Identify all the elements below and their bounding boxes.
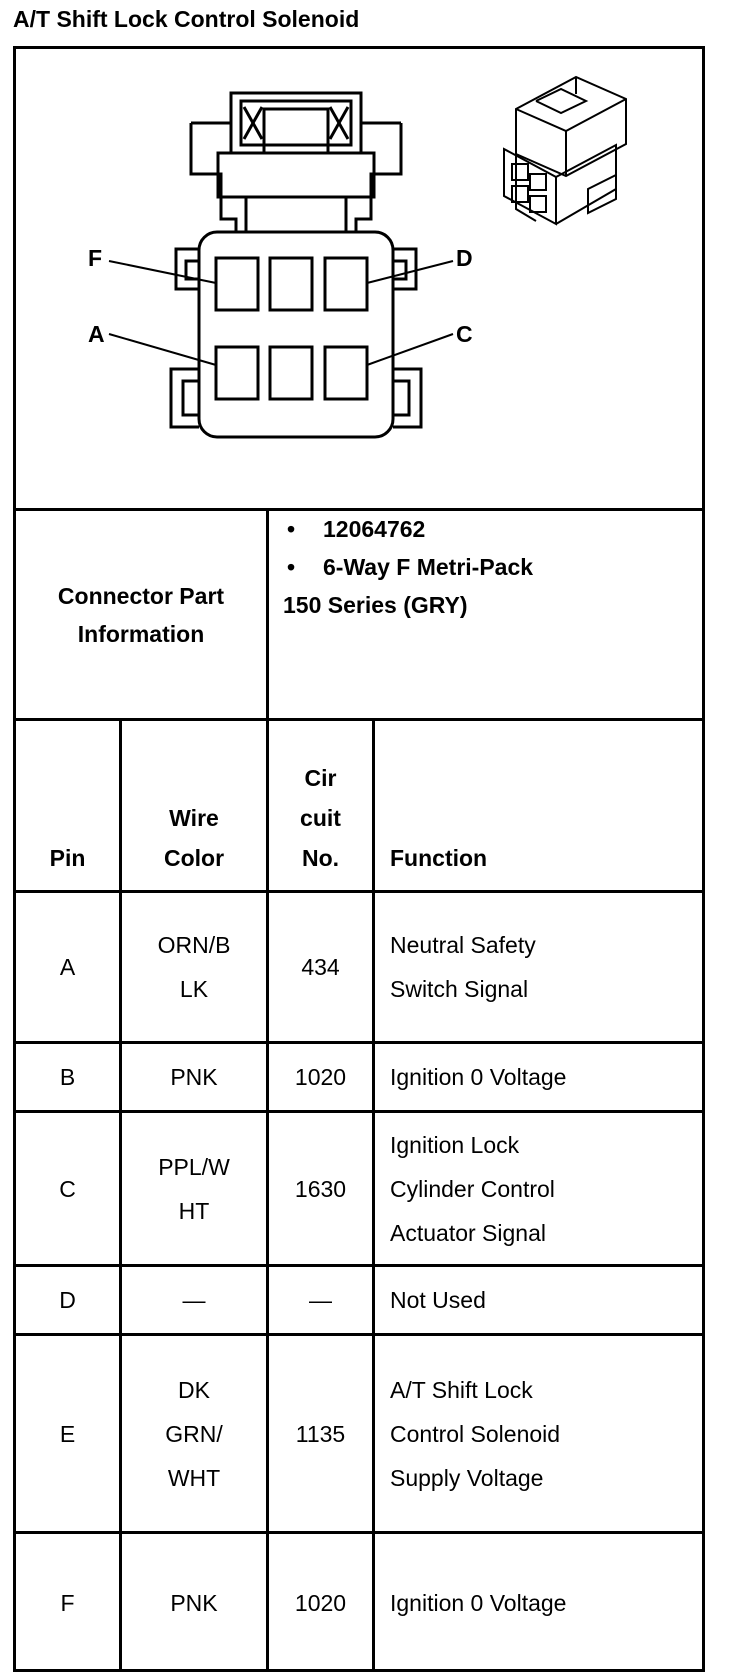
circuit-cell: 1630: [294, 1175, 347, 1202]
circuit-cell: 434: [301, 954, 340, 980]
pin-label-d: D: [456, 245, 473, 271]
part-number: 12064762: [323, 516, 426, 542]
circuit-cell: 1020: [294, 1064, 347, 1090]
pin-cell: E: [59, 1420, 76, 1447]
connector-info-list: [283, 510, 683, 624]
wire-color-cell: ORN/B LK: [157, 932, 231, 1002]
pin-label-f: F: [88, 245, 103, 271]
pin-cell: F: [60, 1590, 75, 1616]
pin-label-c: C: [456, 321, 473, 347]
connector-info-heading: Connector Part Information: [57, 582, 225, 647]
pin-label-a: A: [88, 321, 105, 347]
connector-isometric-drawing: [504, 77, 626, 224]
circuit-cell: 1135: [295, 1420, 346, 1447]
list-item: [283, 510, 683, 548]
wire-color-cell: PNK: [170, 1064, 218, 1090]
function-cell: Neutral Safety Switch Signal: [390, 932, 536, 1002]
circuit-cell: 1020: [294, 1590, 347, 1616]
bullet-icon: •: [287, 554, 296, 580]
wire-color-cell: —: [182, 1287, 206, 1313]
function-cell: Ignition 0 Voltage: [390, 1590, 567, 1616]
connector-face-drawing: [109, 93, 453, 437]
bullet-icon: •: [287, 516, 296, 542]
pin-cell: B: [59, 1064, 76, 1090]
function-cell: Ignition 0 Voltage: [390, 1064, 567, 1090]
circuit-cell: —: [309, 1287, 332, 1313]
list-item: [283, 548, 683, 586]
header-function: Function: [390, 845, 488, 871]
connector-type: 6-Way F Metri-Pack: [323, 554, 534, 580]
wire-color-cell: PNK: [170, 1590, 218, 1616]
pin-cell: C: [59, 1175, 76, 1202]
wire-color-cell: PPL/W HT: [158, 1153, 230, 1224]
wire-color-cell: DK GRN/ WHT: [165, 1376, 223, 1491]
function-cell: A/T Shift Lock Control Solenoid Supply Voltage: [390, 1376, 561, 1491]
connector-table: [13, 46, 705, 1672]
function-cell: Not Used: [390, 1287, 486, 1313]
header-wire-color: Wire Color: [163, 805, 225, 871]
header-circuit: Cir cuit No.: [300, 765, 341, 871]
connector-series: 150 Series (GRY): [283, 592, 468, 618]
page-title: A/T Shift Lock Control Solenoid: [13, 6, 360, 32]
pin-cell: A: [59, 954, 76, 980]
pin-cell: D: [59, 1287, 76, 1313]
function-cell: Ignition Lock Cylinder Control Actuator Signal: [390, 1131, 555, 1246]
header-pin: Pin: [49, 845, 86, 871]
connector-diagram: [16, 49, 702, 551]
